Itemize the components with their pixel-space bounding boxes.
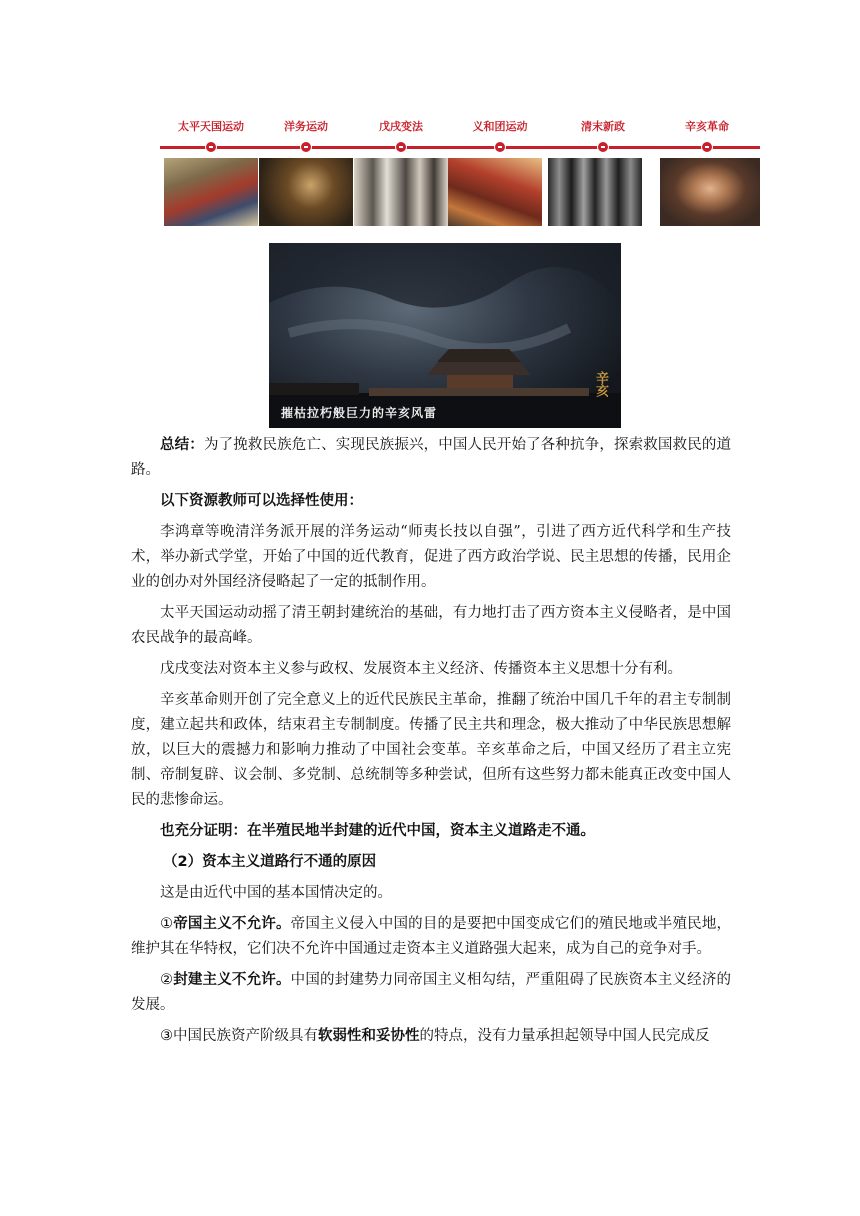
timeline-node-icon	[205, 141, 217, 153]
reason-3-title: 软弱性和妥协性	[318, 1028, 420, 1044]
sun-yatsen-portrait	[660, 158, 760, 226]
paragraph-xinhai: 辛亥革命则开创了完全意义上的近代民族民主革命，推翻了统治中国几千年的君主专制制度，建立起共和政体，结束君主专制制度。传播了民主共和理念，极大推动了中华民族思想解放，以巨大的震撼力和影响力推动了中国社会变革。辛亥革命之后，中国又经历了君主立宪制、帝制复辟、议会制、多党制、总统制等多种尝试，但所有这些努力都未能真正改变中国人民的悲惨命运。	[131, 692, 731, 808]
timeline-node-icon	[597, 141, 609, 153]
reason-1-title: 帝国主义不允许。	[173, 916, 291, 932]
forbidden-city-video-still	[269, 243, 621, 428]
timeline-node-icon	[300, 141, 312, 153]
timeline-node-icon	[395, 141, 407, 153]
taiping-painting	[164, 158, 258, 226]
paragraph-yangwu: 李鸿章等晚清洋务派开展的洋务运动“师夷长技以自强”，引进了西方近代科学和生产技术，举办新式学堂，开始了中国的近代教育，促进了西方政治学说、民主思想的传播，民用企业的创办对外国经济侵略起了一定的抵制作用。	[131, 524, 731, 590]
reason-1-number: ①	[160, 916, 174, 932]
wuxu-reformers-photo	[354, 158, 448, 226]
yihetuan-painting	[448, 158, 542, 226]
timeline-label-wuxu: 戊戌变法	[379, 120, 423, 133]
palace-silhouette	[269, 243, 621, 428]
reason-1	[131, 912, 731, 962]
reason-2-title: 封建主义不允许。	[173, 972, 291, 988]
xinzheng-officials-photo	[548, 158, 642, 226]
reason-3-text: 的特点，没有力量承担起领导中国人民完成反	[419, 1028, 710, 1044]
summary-paragraph	[131, 433, 731, 483]
timeline-line	[160, 146, 760, 149]
document-body	[131, 433, 731, 1055]
paragraph-wuxu: 戊戌变法对资本主义参与政权、发展资本主义经济、传播资本主义思想十分有利。	[160, 661, 682, 677]
summary-text: 为了挽救民族危亡、实现民族振兴，中国人民开始了各种抗争，探索救国救民的道路。	[131, 437, 731, 478]
conclusion-statement: 也充分证明：在半殖民地半封建的近代中国，资本主义道路走不通。	[160, 823, 595, 839]
timeline-node-icon	[494, 141, 506, 153]
section-heading: （2）资本主义道路行不通的原因	[163, 854, 377, 870]
timeline-label-yihetuan: 义和团运动	[472, 120, 528, 133]
xinhai-seal-logo: 辛亥	[593, 371, 608, 397]
reason-2-number: ②	[160, 972, 174, 988]
reason-3-pre: 中国民族资产阶级具有	[173, 1028, 318, 1044]
timeline-banner	[160, 100, 760, 230]
section-intro: 这是由近代中国的基本国情决定的。	[160, 885, 392, 901]
reason-3	[131, 1024, 731, 1049]
reason-3-number: ③	[160, 1028, 173, 1044]
paragraph-taiping: 太平天国运动动摇了清王朝封建统治的基础，有力地打击了西方资本主义侵略者，是中国农民战争的最高峰。	[131, 605, 731, 646]
summary-label: 总结：	[160, 437, 204, 453]
timeline-label-xinzheng: 清末新政	[581, 120, 625, 133]
timeline-node-icon	[701, 141, 713, 153]
timeline-label-yangwu: 洋务运动	[284, 120, 328, 133]
yangwu-portrait	[259, 158, 353, 226]
reason-2-text: 中国的封建势力同帝国主义相勾结，严重阻碍了民族资本主义经济的发展。	[131, 972, 732, 1013]
timeline-label-taiping: 太平天国运动	[178, 120, 244, 133]
timeline-labels	[160, 118, 760, 136]
reason-2	[131, 968, 731, 1018]
reason-1-text: 帝国主义侵入中国的目的是要把中国变成它们的殖民地或半殖民地，维护其在华特权，它们决不允许中国通过走资本主义道路强大起来，成为自己的竞争对手。	[131, 916, 732, 957]
optional-resources-heading: 以下资源教师可以选择性使用：	[160, 493, 363, 509]
timeline-label-xinhai: 辛亥革命	[685, 120, 729, 133]
video-caption: 摧枯拉朽般巨力的辛亥风雷	[281, 406, 438, 420]
